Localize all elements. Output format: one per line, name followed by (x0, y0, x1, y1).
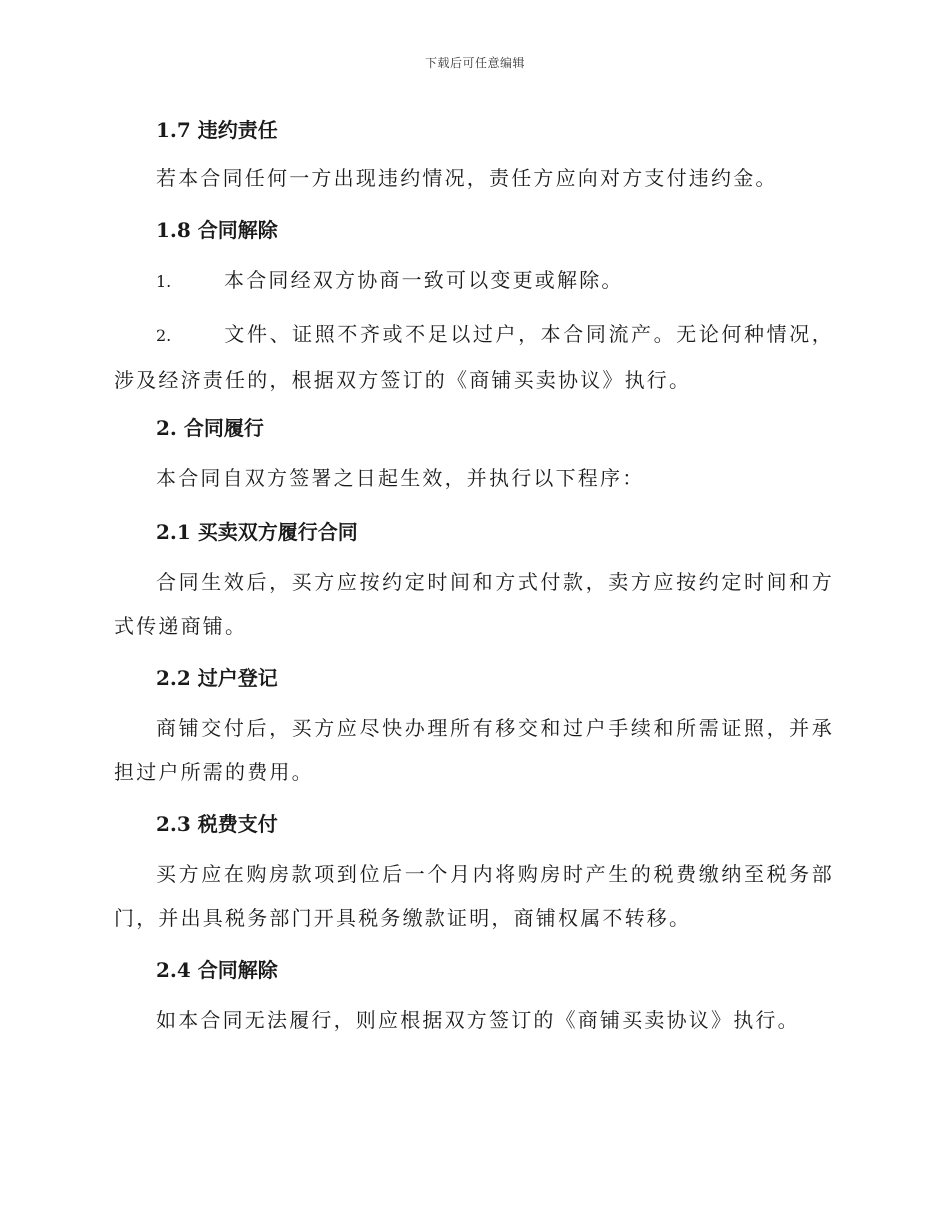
section-heading-2-4: 2.4 合同解除 (156, 958, 278, 982)
section-heading-1-8: 1.8 合同解除 (156, 218, 278, 242)
paragraph-transfer: 商铺交付后，买方应尽快办理所有移交和过户手续和所需证照，并承担过户所需的费用。 (114, 716, 834, 784)
item-number: 1. (156, 272, 172, 291)
section-heading-2-3: 2.3 税费支付 (156, 812, 278, 836)
paragraph-tax: 买方应在购房款项到位后一个月内将购房时产生的税费缴纳至税务部门，并出具税务部门开具税务缴款证明，商铺权属不转移。 (114, 862, 834, 930)
item-number: 2. (156, 326, 172, 345)
item-text: 文件、证照不齐或不足以过户，本合同流产。无论何种情况，涉及经济责任的，根据双方签订的《商铺买卖协议》执行。 (114, 322, 834, 392)
paragraph-performance: 本合同自双方签署之日起生效，并执行以下程序： (156, 466, 645, 490)
paragraph-breach: 若本合同任何一方出现违约情况，责任方应向对方支付违约金。 (156, 166, 778, 190)
page-header: 下载后可任意编辑 (424, 56, 525, 70)
section-heading-1-7: 1.7 违约责任 (156, 118, 278, 142)
section-heading-2-1: 2.1 买卖双方履行合同 (156, 520, 358, 544)
numbered-item-1 (114, 258, 834, 304)
numbered-item-2 (114, 312, 834, 402)
item-text: 本合同经双方协商一致可以变更或解除。 (224, 268, 624, 292)
section-heading-2: 2. 合同履行 (156, 416, 264, 440)
paragraph-termination: 如本合同无法履行，则应根据双方签订的《商铺买卖协议》执行。 (156, 1008, 800, 1032)
section-heading-2-2: 2.2 过户登记 (156, 666, 278, 690)
paragraph-buyer-seller: 合同生效后，买方应按约定时间和方式付款，卖方应按约定时间和方式传递商铺。 (114, 570, 834, 638)
